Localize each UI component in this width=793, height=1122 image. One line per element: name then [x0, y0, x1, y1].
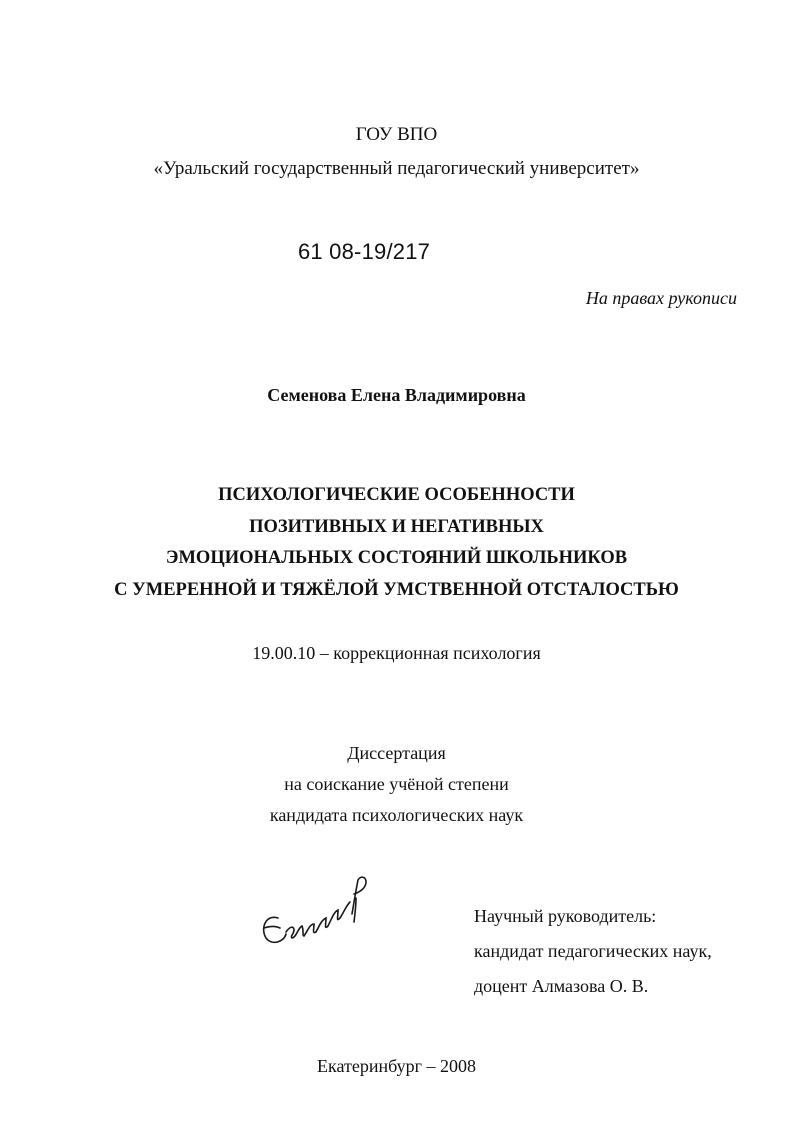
organization-short: ГОУ ВПО	[355, 124, 438, 145]
advisor-line: кандидат педагогических наук,	[474, 941, 712, 961]
degree-line: на соискание учёной степени	[284, 774, 509, 794]
city-year: Екатеринбург – 2008	[317, 1056, 476, 1076]
manuscript-rights-note: На правах рукописи	[585, 288, 737, 308]
degree-line: кандидата психологических наук	[269, 805, 524, 825]
title-line: ПСИХОЛОГИЧЕСКИЕ ОСОБЕННОСТИ	[218, 485, 575, 505]
dissertation-title	[0, 480, 793, 606]
author-signature	[256, 868, 374, 954]
advisor-line: доцент Алмазова О. В.	[474, 976, 649, 996]
advisor-line: Научный руководитель:	[474, 906, 657, 926]
scientific-advisor	[474, 899, 712, 1004]
specialty-code: 19.00.10 – коррекционная психология	[252, 643, 541, 663]
title-line: ЭМОЦИОНАЛЬНЫХ СОСТОЯНИЙ ШКОЛЬНИКОВ	[165, 548, 628, 568]
title-line: С УМЕРЕННОЙ И ТЯЖЁЛОЙ УМСТВЕННОЙ ОТСТАЛОСТЬЮ	[114, 579, 679, 600]
degree-block	[0, 738, 793, 831]
library-stamp-number: 61 08-19/217	[298, 239, 431, 264]
degree-line: Диссертация	[347, 743, 446, 763]
author-name: Семенова Елена Владимировна	[267, 385, 526, 405]
title-line: ПОЗИТИВНЫХ И НЕГАТИВНЫХ	[249, 516, 544, 537]
organization-full: «Уральский государственный педагогический университет»	[153, 158, 640, 179]
